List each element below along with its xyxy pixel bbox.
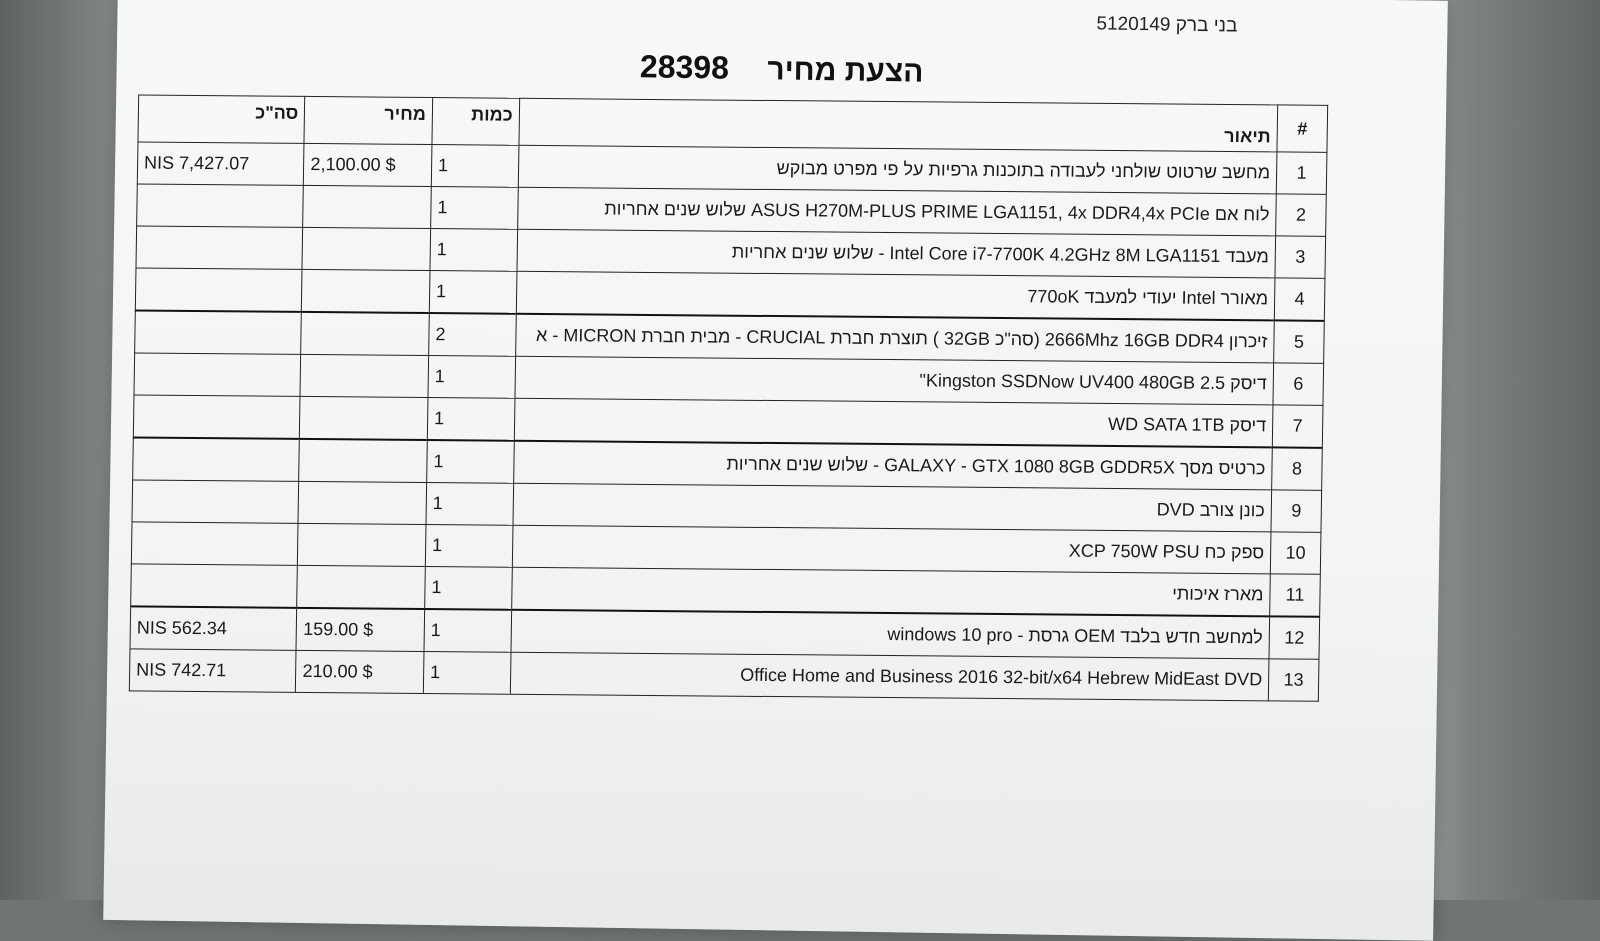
header-description: תיאור xyxy=(519,98,1278,152)
row-quantity: 1 xyxy=(429,271,516,314)
row-total xyxy=(134,353,301,396)
row-quantity: 1 xyxy=(424,609,511,652)
row-total: NIS 562.34 xyxy=(130,606,297,650)
row-description: מארז איכותי xyxy=(511,567,1270,616)
row-number: 6 xyxy=(1273,363,1324,405)
row-number: 8 xyxy=(1272,447,1323,490)
row-quantity: 1 xyxy=(425,566,512,609)
row-price xyxy=(297,565,425,609)
row-description: מאורר Intel יעודי למעבד 770oK xyxy=(516,271,1275,320)
document-title xyxy=(116,40,1446,98)
row-quantity: 1 xyxy=(426,483,513,526)
row-description: ספק כח XCP 750W PSU xyxy=(512,525,1271,574)
row-total: NIS 7,427.07 xyxy=(137,142,304,185)
row-description: מחשב שרטוט שולחני לעבודה בתוכנות גרפיות על פי מפרט מבוקש xyxy=(518,145,1277,194)
row-total xyxy=(132,480,299,523)
row-description: כונן צורב DVD xyxy=(513,483,1272,532)
row-price xyxy=(302,227,430,270)
row-price: 2,100.00 $ xyxy=(304,143,432,186)
row-total xyxy=(131,564,298,608)
row-price xyxy=(301,312,429,356)
row-quantity: 1 xyxy=(427,440,514,483)
row-quantity: 1 xyxy=(427,398,514,441)
row-number: 11 xyxy=(1270,574,1321,617)
row-number: 1 xyxy=(1276,152,1327,194)
row-description: לוח אם ASUS H270M-PLUS PRIME LGA1151, 4x DDR4,4x PCIe שלוש שנים אחריות xyxy=(517,187,1276,236)
row-price: 210.00 $ xyxy=(296,650,424,693)
row-total: NIS 742.71 xyxy=(129,649,296,692)
quote-table xyxy=(129,94,1328,701)
row-total xyxy=(137,184,304,227)
row-number: 9 xyxy=(1271,490,1322,532)
row-description: כרטיס מסך GALAXY - GTX 1080 8GB GDDR5X - שלוש שנים אחריות xyxy=(513,441,1272,490)
row-quantity: 1 xyxy=(425,525,512,568)
header-price: מחיר xyxy=(304,96,432,144)
row-total xyxy=(136,226,303,269)
row-price xyxy=(303,185,431,228)
row-quantity: 1 xyxy=(430,229,517,272)
row-description: למחשב חדש בלבד OEM גרסת - windows 10 pro xyxy=(511,610,1270,659)
quote-document xyxy=(103,0,1448,941)
quote-number: 28398 xyxy=(639,48,730,86)
row-number: 13 xyxy=(1268,659,1319,701)
table-row xyxy=(129,649,1319,701)
row-total xyxy=(133,437,300,481)
row-number: 4 xyxy=(1274,278,1325,321)
row-description: זיכרון 2666Mhz 16GB DDR4 (סה"כ 32GB ) תוצרת חברת CRUCIAL - מבית חברת MICRON - א xyxy=(515,314,1274,363)
row-total xyxy=(133,395,300,439)
row-number: 5 xyxy=(1274,320,1325,363)
row-description: Office Home and Business 2016 32-bit/x64 Hebrew MidEast DVD xyxy=(510,652,1269,701)
header-address: בני ברק 5120149 xyxy=(1096,13,1238,37)
header-num: # xyxy=(1277,105,1328,152)
header-quantity: כמות xyxy=(432,98,519,146)
row-quantity: 1 xyxy=(431,145,518,188)
row-price xyxy=(299,439,427,483)
row-description: דיסק WD SATA 1TB xyxy=(514,398,1273,447)
row-number: 10 xyxy=(1270,532,1321,574)
row-price xyxy=(298,481,426,524)
row-quantity: 1 xyxy=(431,187,518,230)
row-price xyxy=(300,354,428,397)
row-quantity: 2 xyxy=(429,313,516,356)
row-price xyxy=(302,269,430,313)
row-number: 3 xyxy=(1275,236,1326,278)
row-quantity: 1 xyxy=(423,651,510,694)
row-price xyxy=(298,523,426,566)
row-total xyxy=(135,310,302,354)
row-total xyxy=(131,522,298,565)
table-body xyxy=(129,142,1327,701)
row-description: מעבד Intel Core i7-7700K 4.2GHz 8M LGA1151 - שלוש שנים אחריות xyxy=(517,229,1276,278)
row-total xyxy=(135,268,302,312)
title-label: הצעת מחיר xyxy=(767,53,924,89)
row-number: 2 xyxy=(1276,194,1327,236)
header-total: סה"כ xyxy=(138,95,305,143)
row-description: דיסק Kingston SSDNow UV400 480GB 2.5" xyxy=(515,356,1274,405)
row-price xyxy=(300,396,428,440)
row-quantity: 1 xyxy=(428,356,515,399)
row-number: 7 xyxy=(1272,405,1323,448)
row-number: 12 xyxy=(1269,616,1320,659)
row-price: 159.00 $ xyxy=(296,608,424,652)
